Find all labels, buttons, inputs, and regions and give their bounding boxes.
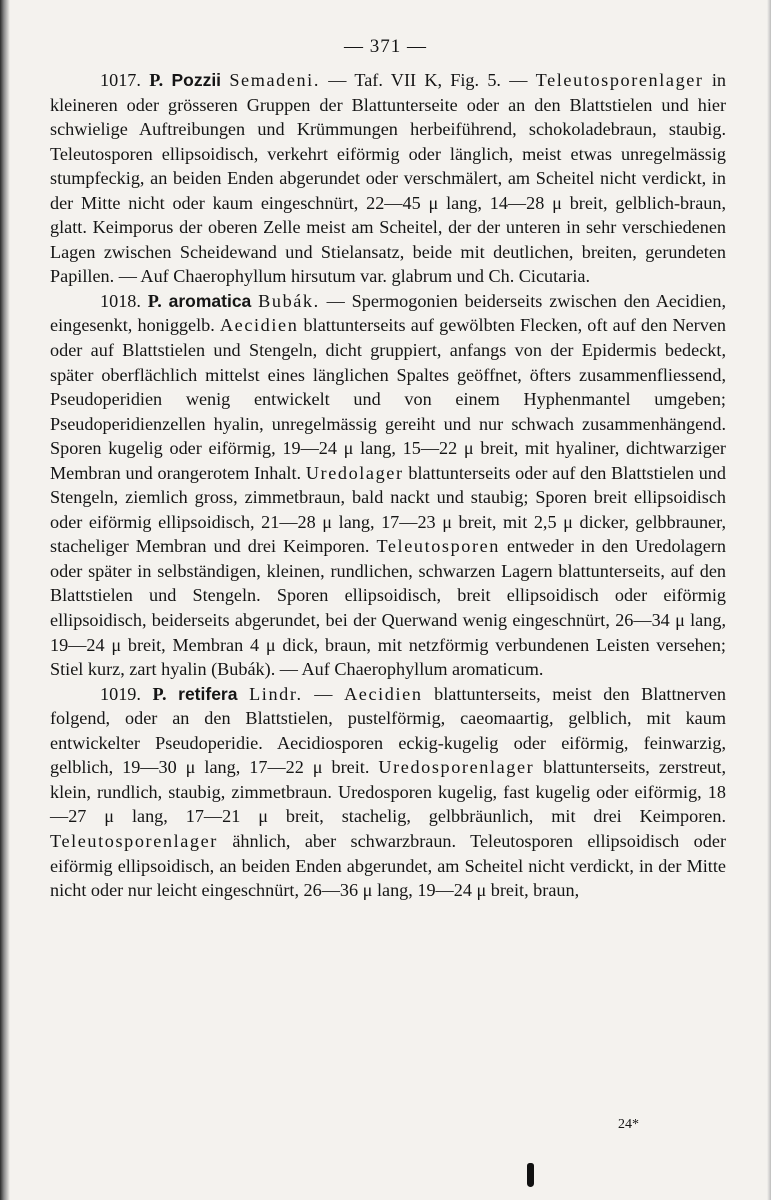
spaced-term: Teleutosporenlager xyxy=(50,830,218,851)
body-text xyxy=(50,68,726,903)
spaced-term: Lindr. xyxy=(249,683,303,704)
entry-text: entweder in den Uredolagern oder später in selbständigen, kleinen, rundlichen, schwarzen Lagern blattunterseits, auf den Blattstielen und Stengeln. Sporen ellipsoidisch, breit ellipsoidisch oder eiförmig ellipsoidisch, beiderseits abgerundet, bei der Querwand wenig eingeschnürt, 26—34 μ lang, 19—24 μ breit, Membran 4 μ dick, braun, mit netzförmig verbundenen Leisten versehen; Stiel kurz, zart hyalin (Bubák). — Auf Chaerophyllum aromaticum. xyxy=(50,536,726,680)
entry-text: blattunterseits, meist den Blattnerven folgend, oder an den Blattstielen, pustelförmig, caeomaartig, gelblich, mit kaum entwickelter Pseudoperidie. Aecidiosporen eckig-kugelig oder eiförmig, feinwarzig, gelblich, 19—30 μ lang, 17—22 μ breit. xyxy=(50,683,727,778)
entry-text: — Spermogonien beiderseits zwischen den Aecidien, eingesenkt, honiggelb. xyxy=(50,290,726,336)
spaced-term: Uredosporenlager xyxy=(378,757,535,778)
spaced-term: Semadeni. xyxy=(229,70,320,90)
page-binding-shadow xyxy=(0,0,10,1200)
entry-species: retifera xyxy=(178,683,238,704)
entry-number: 1018. xyxy=(100,290,141,311)
entry-text: blattunterseits, zerstreut, klein, rundlich, staubig, zimmetbraun. Uredosporen kugelig, fast kugelig oder eiförmig, 18—27 μ lang, 17—21 μ breit, stachelig, gelbbräunlich, mit drei Keimporen. xyxy=(50,757,727,827)
entry-species: Pozzii xyxy=(171,70,222,90)
entry-genus: P. xyxy=(149,70,164,90)
entry-text: ähnlich, aber schwarzbraun. Teleutosporen ellipsoidisch oder eiförmig ellipsoidisch, an beiden Enden abgerundet, am Scheitel nicht verdickt, in der Mitte nicht oder nur leicht eingeschnürt, 26—36 μ lang, 19—24 μ breit, braun, xyxy=(50,830,726,901)
spaced-term: Teleutosporenlager xyxy=(535,70,704,90)
species-entry-1019 xyxy=(50,682,726,903)
entry-number: 1019. xyxy=(100,683,141,704)
entry-genus: P. xyxy=(147,290,162,311)
entry-species: aromatica xyxy=(168,290,252,311)
spaced-term: Uredolager xyxy=(305,462,404,483)
entry-text: — Taf. VII K, Fig. 5. — xyxy=(319,70,536,90)
entry-genus: P. xyxy=(152,683,167,704)
entry-text: in kleineren oder grösseren Gruppen der Blattunterseite oder an den Blattstielen und hier schwielige Auftreibungen und Krümmungen herbeiführend, schokoladebraun, staubig. Teleutosporen ellipsoidisch, verkehrt eiförmig oder länglich, meist etwas unregelmässig stumpfeckig, an beiden Enden abgerundet oder verschmälert, am Scheitel nicht verdickt, in der Mitte nicht oder kaum eingeschnürt, 22—45 μ lang, 14—28 μ breit, gelblich-braun, glatt. Keimporus der oberen Zelle meist am Scheitel, der der unteren in sehr verschiedenen Lagen zwischen Scheidewand und Stielansatz, beide mit deutlichen, breiten, gerundeten Papillen. — Auf Chaerophyllum hirsutum var. glabrum und Ch. Cicutaria. xyxy=(50,70,726,287)
signature-mark: 24* xyxy=(618,1117,639,1132)
species-entry-1017 xyxy=(50,68,726,289)
entry-text: — xyxy=(302,683,345,704)
entry-text xyxy=(237,684,249,704)
spaced-term: Aecidien xyxy=(344,683,423,704)
page-edge-shadow xyxy=(767,0,771,1200)
spaced-term: Teleutosporen xyxy=(376,536,501,557)
species-entry-1018 xyxy=(50,289,726,682)
ink-blot-mark xyxy=(527,1163,534,1187)
spaced-term: Aecidien xyxy=(219,315,299,336)
spaced-term: Bubák. xyxy=(258,290,320,311)
entry-text: blattunterseits oder auf den Blattstielen und Stengeln, ziemlich gross, zimmetbraun, bald nackt und staubig; Sporen breit ellipsoidisch oder eiförmig ellipsoidisch, 21—28 μ lang, 17—23 μ breit, mit 2,5 μ dicker, gelbbrauner, stacheliger Membran und drei Keimporen. xyxy=(50,462,726,557)
entry-number: 1017. xyxy=(100,70,141,90)
page-number: — 371 — xyxy=(344,36,427,57)
entry-text: blattunterseits auf gewölbten Flecken, oft auf den Nerven oder auf Blattstielen und Stengeln, dicht gruppiert, anfangs von der Epidermis bedeckt, später oberflächlich mittelst eines länglichen Spaltes geöffnet, öfters zusammenfliessend, Pseudoperidien wenig entwickelt und von einem Hyphenmantel umgeben; Pseudoperidienzellen hyalin, unregelmässig gereiht und nur schwach zusammenhängend. Sporen kugelig oder eiförmig, 19—24 μ lang, 15—22 μ breit, mit hyaliner, dichtwarziger Membran und orangerotem Inhalt. xyxy=(50,315,726,483)
